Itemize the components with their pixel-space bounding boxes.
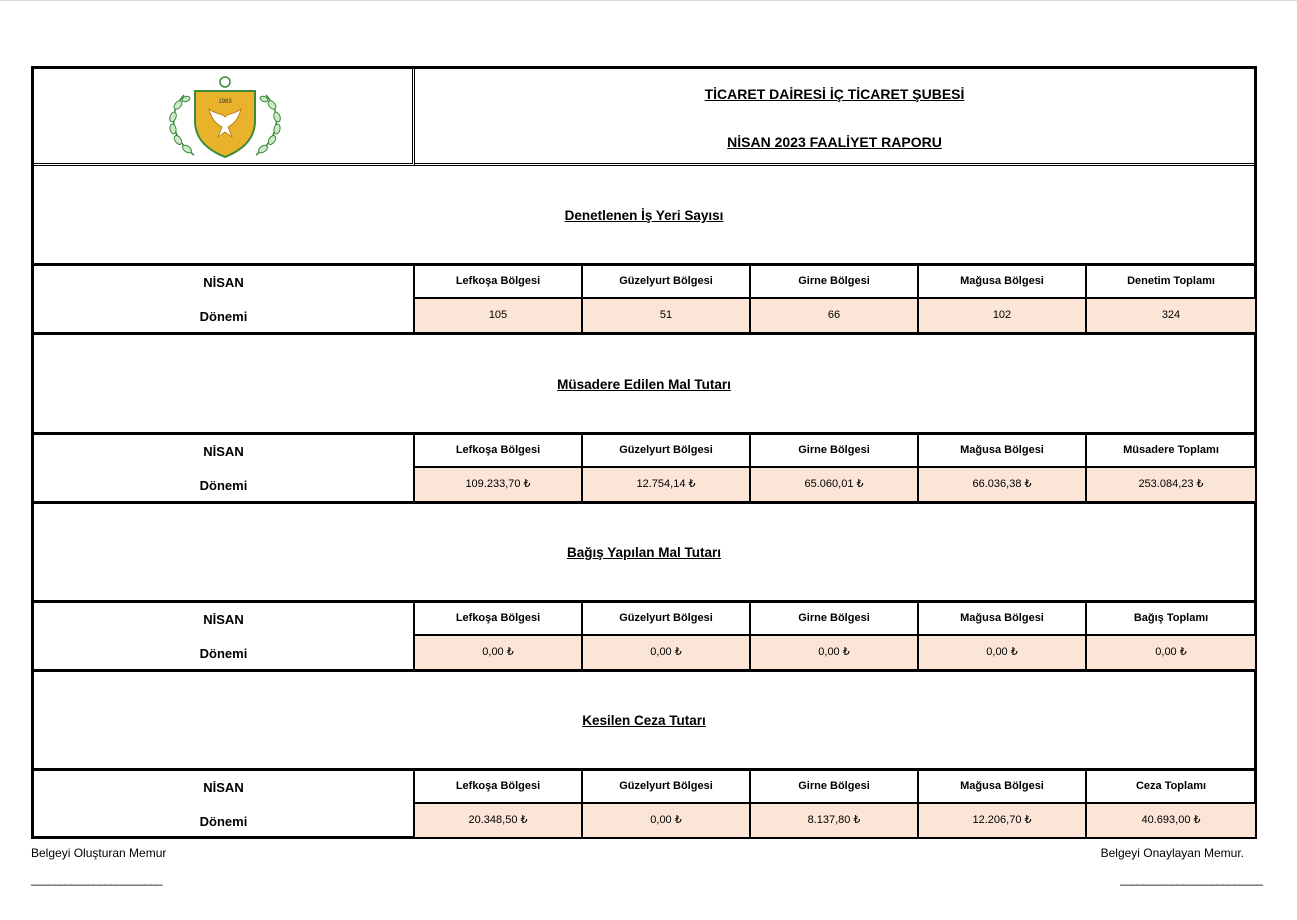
column-value: 20.348,50 ₺ [415, 804, 581, 837]
region-column [583, 266, 751, 332]
region-column [1087, 435, 1255, 501]
region-column [1087, 771, 1255, 837]
column-header: Mağusa Bölgesi [919, 435, 1085, 468]
section-grid [34, 771, 1254, 837]
region-column [919, 435, 1087, 501]
report-title: NİSAN 2023 FAALİYET RAPORU [727, 134, 942, 150]
column-value: 105 [415, 299, 581, 332]
column-value: 0,00 ₺ [583, 804, 749, 837]
section-grid [34, 435, 1254, 501]
region-column [751, 266, 919, 332]
column-header: Mağusa Bölgesi [919, 266, 1085, 299]
state-emblem-logo [162, 75, 288, 163]
section-title-row [34, 503, 1254, 603]
region-column [751, 435, 919, 501]
region-column [583, 435, 751, 501]
period-label: Dönemi [199, 309, 248, 324]
column-header: Müsadere Toplamı [1087, 435, 1255, 468]
section-title-row [34, 335, 1254, 435]
creator-officer-label: Belgeyi Oluşturan Memur [31, 846, 167, 860]
region-column [751, 603, 919, 669]
region-column [919, 603, 1087, 669]
column-header: Ceza Toplamı [1087, 771, 1255, 804]
column-value: 12.206,70 ₺ [919, 804, 1085, 837]
column-value: 66.036,38 ₺ [919, 468, 1085, 501]
period-label: Dönemi [199, 478, 248, 493]
column-header: Mağusa Bölgesi [919, 603, 1085, 636]
column-value: 109.233,70 ₺ [415, 468, 581, 501]
section-title-row [34, 166, 1254, 266]
column-header: Lefkoşa Bölgesi [415, 771, 581, 804]
period-label: Dönemi [199, 814, 248, 829]
column-header: Girne Bölgesi [751, 603, 917, 636]
section-title: Kesilen Ceza Tutarı [582, 713, 706, 728]
region-column [919, 771, 1087, 837]
section-grid [34, 603, 1254, 669]
section-title: Müsadere Edilen Mal Tutarı [557, 377, 731, 392]
section-title: Denetlenen İş Yeri Sayısı [564, 208, 724, 223]
column-value: 12.754,14 ₺ [583, 468, 749, 501]
region-column [751, 771, 919, 837]
column-header: Güzelyurt Bölgesi [583, 771, 749, 804]
report-table [31, 66, 1257, 839]
column-header: Girne Bölgesi [751, 266, 917, 299]
column-value: 40.693,00 ₺ [1087, 804, 1255, 837]
column-header: Lefkoşa Bölgesi [415, 266, 581, 299]
column-value: 0,00 ₺ [415, 636, 581, 669]
region-column [583, 771, 751, 837]
period-month: NİSAN [203, 275, 244, 290]
column-value: 253.084,23 ₺ [1087, 468, 1255, 501]
region-column [1087, 266, 1255, 332]
period-month: NİSAN [203, 444, 244, 459]
section-title: Bağış Yapılan Mal Tutarı [566, 545, 722, 560]
column-value: 66 [751, 299, 917, 332]
column-header: Güzelyurt Bölgesi [583, 435, 749, 468]
column-value: 0,00 ₺ [919, 636, 1085, 669]
period-month: NİSAN [203, 780, 244, 795]
period-cell [34, 266, 415, 332]
period-month: NİSAN [203, 612, 244, 627]
column-header: Bağış Toplamı [1087, 603, 1255, 636]
region-column [919, 266, 1087, 332]
column-header: Güzelyurt Bölgesi [583, 266, 749, 299]
region-column [415, 435, 583, 501]
region-column [415, 266, 583, 332]
region-column [583, 603, 751, 669]
period-label: Dönemi [199, 646, 248, 661]
period-cell [34, 771, 415, 837]
region-column [415, 603, 583, 669]
creator-signature-line: _______________________ [31, 872, 162, 886]
column-header: Lefkoşa Bölgesi [415, 435, 581, 468]
period-cell [34, 603, 415, 669]
column-value: 51 [583, 299, 749, 332]
approver-signature-line: _________________________ [1120, 872, 1262, 886]
column-value: 102 [919, 299, 1085, 332]
department-title: TİCARET DAİRESİ İÇ TİCARET ŞUBESİ [704, 86, 965, 102]
column-value: 0,00 ₺ [1087, 636, 1255, 669]
column-header: Girne Bölgesi [751, 771, 917, 804]
column-value: 0,00 ₺ [583, 636, 749, 669]
region-column [415, 771, 583, 837]
column-header: Lefkoşa Bölgesi [415, 603, 581, 636]
column-value: 0,00 ₺ [751, 636, 917, 669]
report-header [34, 69, 1254, 166]
column-header: Denetim Toplamı [1087, 266, 1255, 299]
column-value: 8.137,80 ₺ [751, 804, 917, 837]
section-title-row [34, 671, 1254, 771]
column-value: 65.060,01 ₺ [751, 468, 917, 501]
column-header: Mağusa Bölgesi [919, 771, 1085, 804]
title-cell [415, 69, 1254, 166]
column-header: Girne Bölgesi [751, 435, 917, 468]
section-grid [34, 266, 1254, 332]
period-cell [34, 435, 415, 501]
column-header: Güzelyurt Bölgesi [583, 603, 749, 636]
page-top-rule [0, 0, 1297, 1]
svg-text:1983: 1983 [218, 99, 232, 105]
column-value: 324 [1087, 299, 1255, 332]
logo-cell [34, 69, 415, 166]
region-column [1087, 603, 1255, 669]
approver-officer-label: Belgeyi Onaylayan Memur. [1100, 846, 1244, 860]
